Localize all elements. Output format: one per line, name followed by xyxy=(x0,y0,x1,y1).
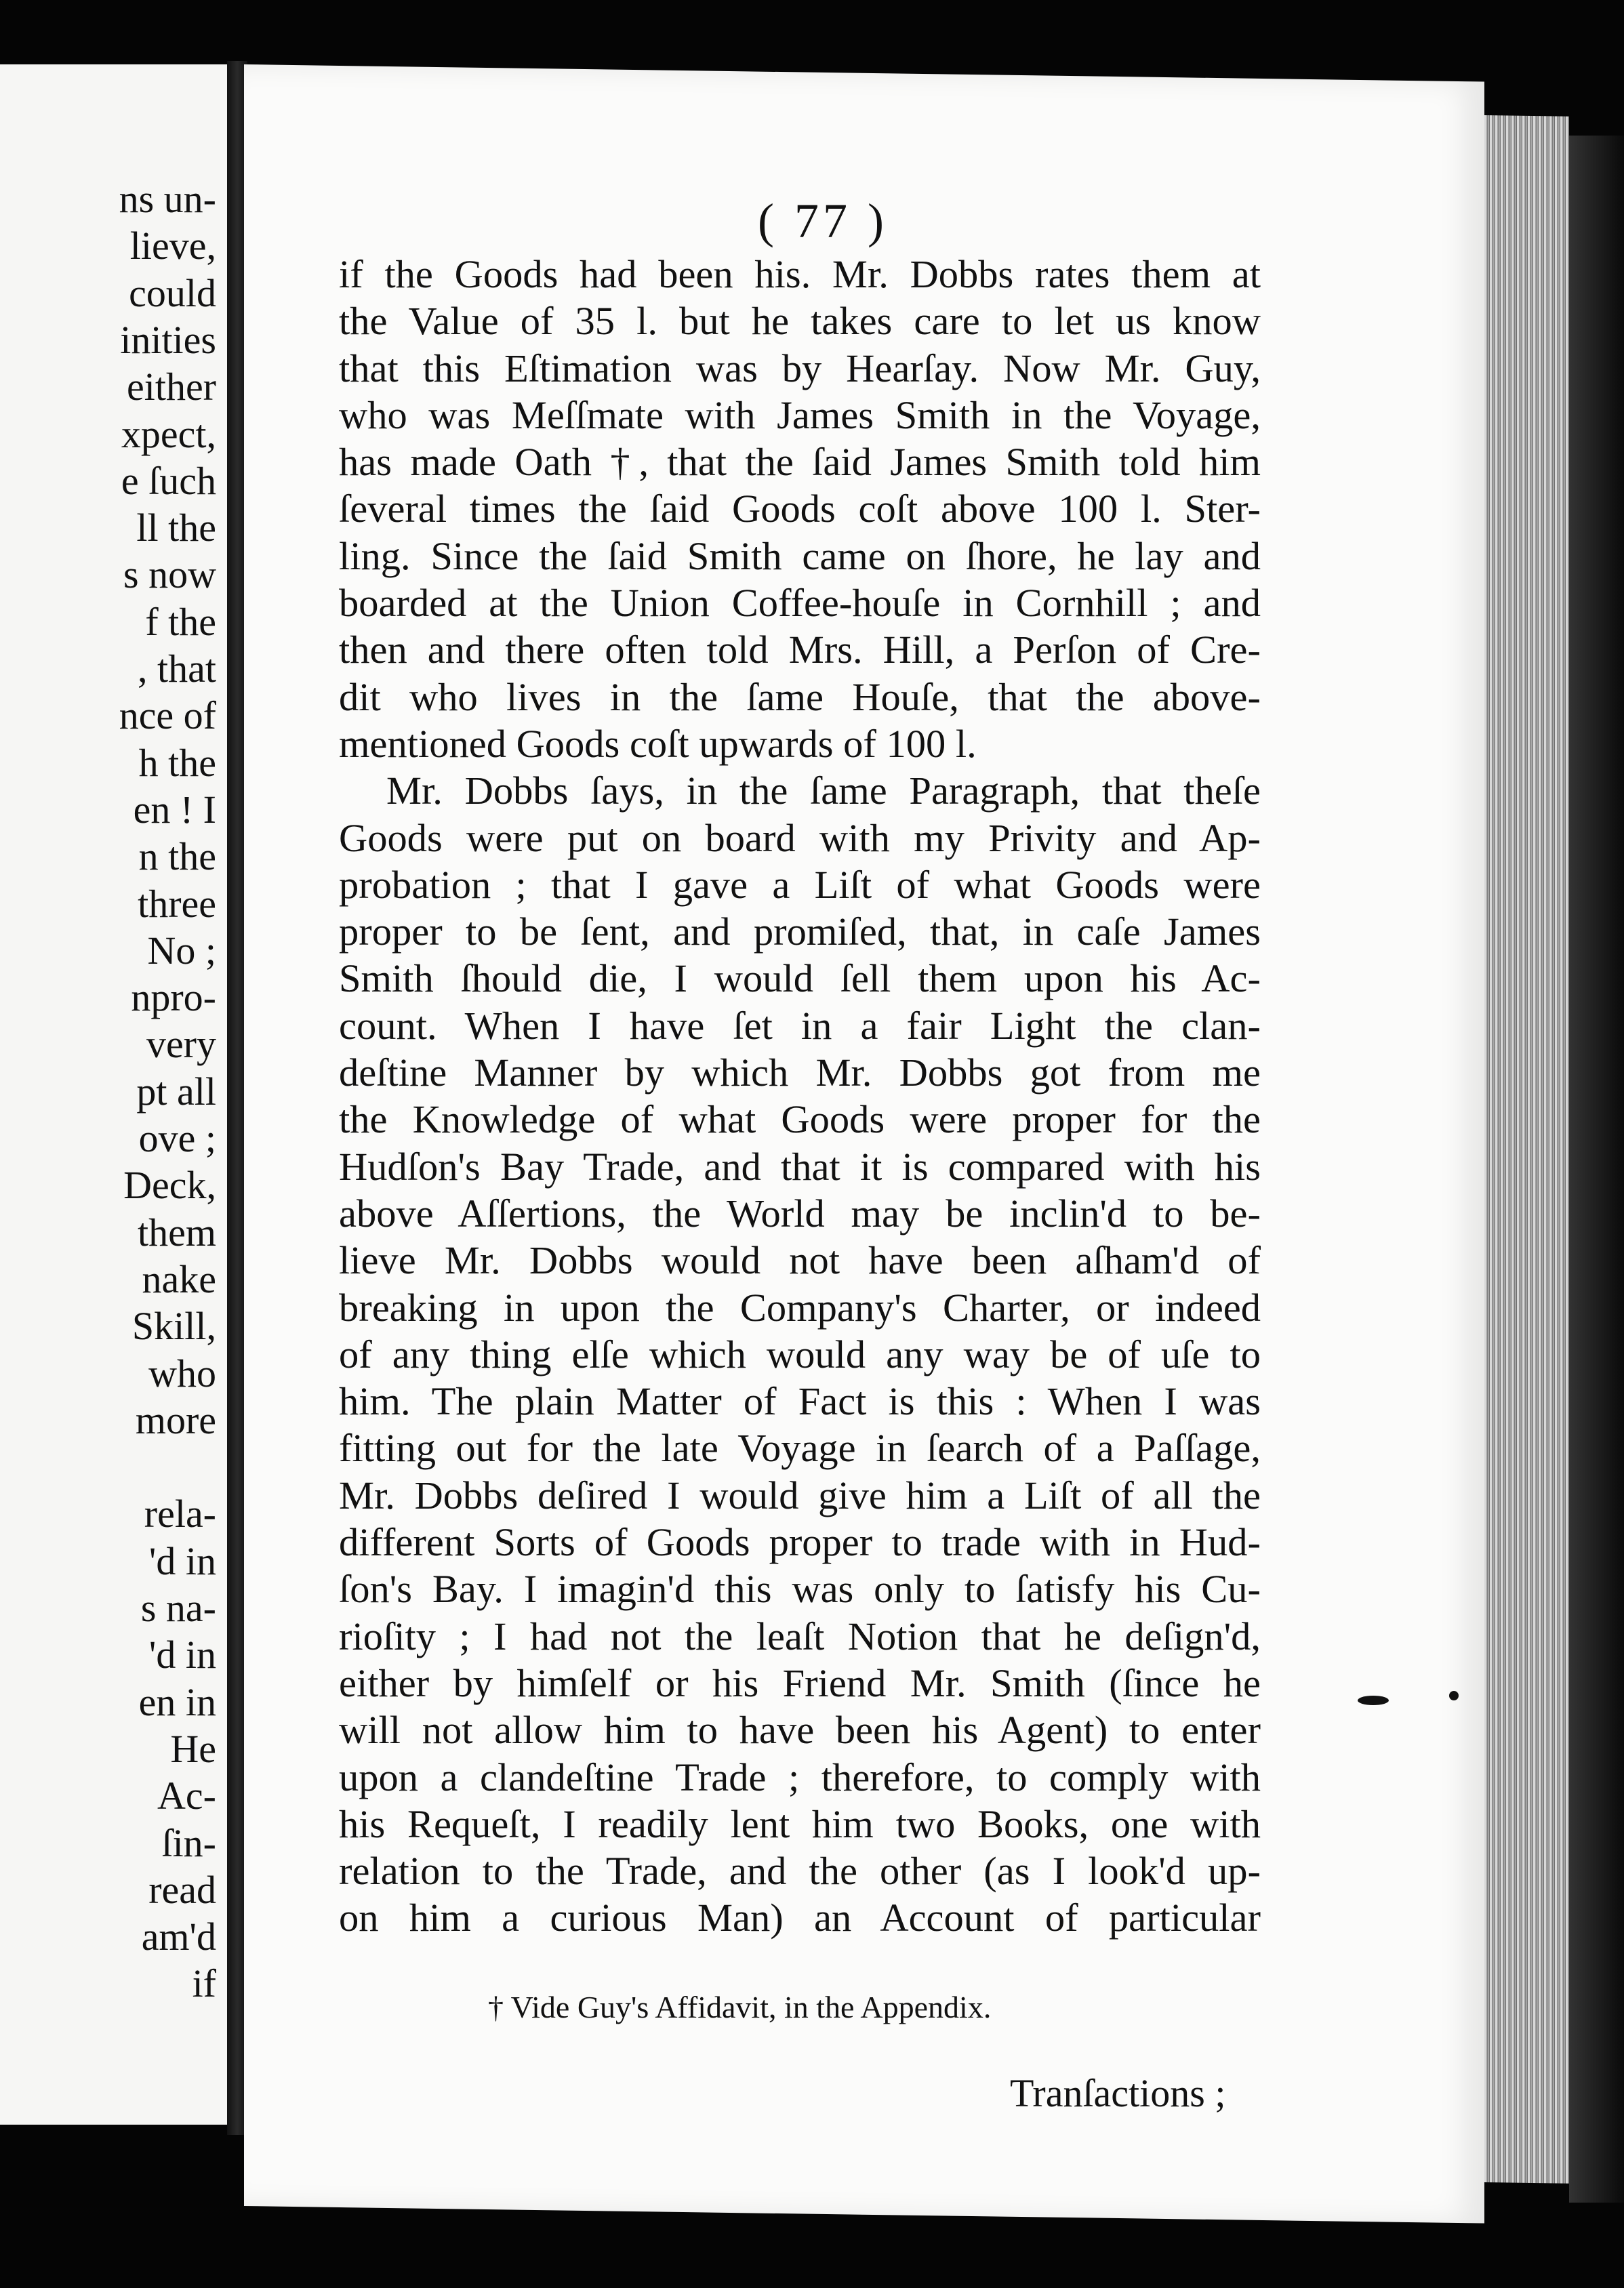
text-line: deſtine Manner by which Mr. Dobbs got from me xyxy=(339,1050,1261,1095)
text-line: if the Goods had been his. Mr. Dobbs rates them at xyxy=(339,252,1261,296)
ink-speck xyxy=(1358,1696,1389,1705)
facing-text-line: them xyxy=(138,1210,216,1254)
facing-text-line: nce of xyxy=(119,693,216,738)
facing-text-line: very xyxy=(146,1022,216,1067)
text-line: dit who lives in the ſame Houſe, that the above- xyxy=(339,674,1261,719)
text-line: the Knowledge of what Goods were proper for the xyxy=(339,1097,1261,1142)
text-line: ſeveral times the ſaid Goods coſt above 100 l. Ster- xyxy=(339,487,1261,531)
catchword: Tranſactions ; xyxy=(1010,2071,1226,2115)
text-line: fitting out for the late Voyage in ſearch of a Paſſage, xyxy=(339,1426,1261,1471)
text-line: boarded at the Union Coffee-houſe in Cornhill ; and xyxy=(339,581,1261,626)
ink-speck xyxy=(1449,1691,1459,1700)
text-line: his Requeſt, I readily lent him two Books, one with xyxy=(339,1801,1261,1846)
text-line: count. When I have ſet in a fair Light the clan- xyxy=(339,1003,1261,1048)
text-line: him. The plain Matter of Fact is this : When I was xyxy=(339,1379,1261,1424)
facing-text-line: ns un- xyxy=(119,177,216,221)
text-line: ling. Since the ſaid Smith came on ſhore, he lay and xyxy=(339,533,1261,578)
text-line: Mr. Dobbs deſired I would give him a Liſt of all the xyxy=(339,1473,1261,1517)
text-line: proper to be ſent, and promiſed, that, in caſe James xyxy=(339,910,1261,954)
facing-text-line: nake xyxy=(142,1257,216,1301)
facing-text-line: inities xyxy=(120,317,216,362)
text-line: Mr. Dobbs ſays, in the ſame Paragraph, that theſe xyxy=(386,769,1261,813)
text-line: rioſity ; I had not the leaſt Notion that he deſign'd, xyxy=(339,1614,1261,1658)
facing-page xyxy=(0,64,231,2125)
facing-text-line: 'd in xyxy=(148,1633,216,1677)
facing-text-line: am'd xyxy=(141,1915,216,1959)
facing-text-line: rela- xyxy=(144,1492,216,1536)
facing-text-line: read xyxy=(148,1867,216,1912)
facing-text-line: pt all xyxy=(136,1069,216,1114)
text-line: mentioned Goods coſt upwards of 100 l. xyxy=(339,721,977,766)
text-line: probation ; that I gave a Liſt of what Goods were xyxy=(339,862,1261,907)
facing-text-line: en ! I xyxy=(133,787,216,832)
facing-text-line: xpect, xyxy=(121,411,216,456)
text-line: breaking in upon the Company's Charter, or indeed xyxy=(339,1285,1261,1330)
text-line: different Sorts of Goods proper to trade with in Hud- xyxy=(339,1520,1261,1565)
text-line: ſon's Bay. I imagin'd this was only to ſatisfy his Cu- xyxy=(339,1567,1261,1612)
text-line: upon a clandeſtine Trade ; therefore, to comply with xyxy=(339,1755,1261,1799)
page-number: ( 77 ) xyxy=(758,194,888,248)
facing-text-line: three xyxy=(138,881,216,926)
text-line: then and there often told Mrs. Hill, a Perſon of Cre- xyxy=(339,628,1261,672)
text-line: on him a curious Man) an Account of particular xyxy=(339,1896,1261,1940)
text-line: relation to the Trade, and the other (as I look'd up- xyxy=(339,1849,1261,1894)
text-line: Smith ſhould die, I would ſell them upon his Ac- xyxy=(339,956,1261,1001)
text-line: lieve Mr. Dobbs would not have been aſham'd of xyxy=(339,1238,1261,1283)
book-shadow xyxy=(1569,136,1624,2203)
facing-text-line: , that xyxy=(138,647,216,691)
facing-text-line: if xyxy=(192,1961,216,2006)
facing-text-line: more xyxy=(135,1397,216,1442)
text-line: Goods were put on board with my Privity and Ap- xyxy=(339,815,1261,860)
body-text xyxy=(339,251,1261,1942)
facing-text-line: ſin- xyxy=(161,1820,216,1865)
facing-text-line: Ac- xyxy=(157,1774,216,1818)
facing-text-line: He xyxy=(170,1726,216,1771)
facing-text-line: f the xyxy=(145,599,216,644)
facing-text-line: e ſuch xyxy=(121,458,216,503)
facing-text-line: npro- xyxy=(131,975,216,1020)
text-line: has made Oath †, that the ſaid James Smith told him xyxy=(339,440,1261,485)
facing-text-line: h the xyxy=(138,740,216,785)
text-line: Hudſon's Bay Trade, and that it is compared with his xyxy=(339,1144,1261,1189)
text-line: either by himſelf or his Friend Mr. Smith (ſince he xyxy=(339,1660,1261,1705)
facing-text-line: s na- xyxy=(140,1586,216,1630)
facing-text-line: could xyxy=(129,270,216,315)
text-line: will not allow him to have been his Agent) to enter xyxy=(339,1708,1261,1753)
facing-text-line: Skill, xyxy=(131,1304,216,1349)
text-line: the Value of 35 l. but he takes care to let us know xyxy=(339,299,1261,344)
page-edges xyxy=(1484,115,1569,2184)
facing-text-line: lieve, xyxy=(129,224,216,268)
footnote: † Vide Guy's Affidavit, in the Appendix. xyxy=(488,1990,992,2024)
text-line: who was Meſſmate with James Smith in the Voyage, xyxy=(339,392,1261,437)
facing-text-line: either xyxy=(126,365,216,409)
facing-text-line: ove ; xyxy=(138,1116,216,1160)
facing-text-line: n the xyxy=(138,834,216,879)
facing-text-line: who xyxy=(148,1351,216,1395)
text-line: of any thing elſe which would any way be of uſe to xyxy=(339,1332,1261,1376)
facing-text-line: Deck, xyxy=(123,1163,216,1208)
facing-text-line: en in xyxy=(138,1679,216,1724)
text-line: above Aſſertions, the World may be inclin'd to be- xyxy=(339,1191,1261,1235)
facing-text-line: 'd in xyxy=(148,1538,216,1583)
text-line: that this Eſtimation was by Hearſay. Now Mr. Guy, xyxy=(339,346,1261,390)
facing-text-line: No ; xyxy=(147,928,216,973)
facing-text-line: ll the xyxy=(136,506,216,550)
facing-text-line: s now xyxy=(123,552,216,597)
